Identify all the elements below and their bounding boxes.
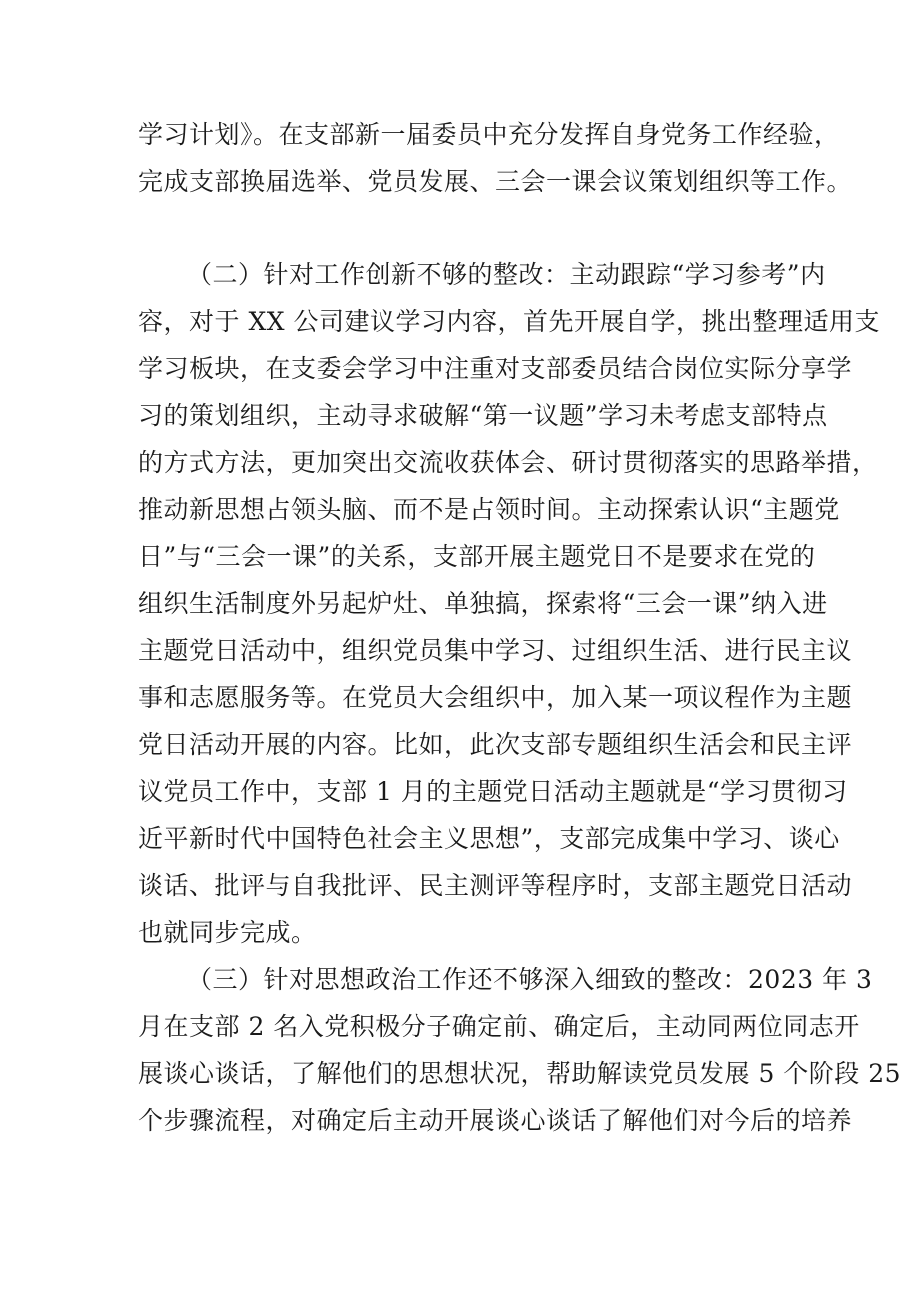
paragraph-2-first-line: （二）针对工作创新不够的整改：主动跟踪“学习参考”内 xyxy=(187,260,826,289)
text-line: 也就同步完成。 xyxy=(138,918,317,947)
text-line: 事和志愿服务等。在党员大会组织中，加入某一项议程作为主题 xyxy=(138,683,853,712)
text-line: 的方式方法，更加突出交流收获体会、研讨贯彻落实的思路举措， xyxy=(138,448,878,477)
text-line: 容，对于 XX 公司建议学习内容，首先开展自学，挑出整理适用支 xyxy=(138,307,880,336)
text-line: 谈话、批评与自我批评、民主测评等程序时，支部主题党日活动 xyxy=(138,871,853,900)
text-line: 完成支部换届选举、党员发展、三会一课会议策划组织等工作。 xyxy=(138,167,853,196)
text-line: 组织生活制度外另起炉灶、单独搞，探索将“三会一课”纳入进 xyxy=(138,589,828,618)
text-line: 学习计划》。在支部新一届委员中充分发挥自身党务工作经验， xyxy=(138,120,840,149)
text-line: 月在支部 2 名入党积极分子确定前、确定后，主动同两位同志开 xyxy=(138,1012,860,1041)
text-line: 议党员工作中，支部 1 月的主题党日活动主题就是“学习贯彻习 xyxy=(138,777,848,806)
text-line: 近平新时代中国特色社会主义思想”，支部完成集中学习、谈心 xyxy=(138,824,840,853)
text-line: 主题党日活动中，组织党员集中学习、过组织生活、进行民主议 xyxy=(138,636,853,665)
text-line: 展谈心谈话，了解他们的思想状况，帮助解读党员发展 5 个阶段 25 xyxy=(138,1059,902,1088)
text-line: 学习板块，在支委会学习中注重对支部委员结合岗位实际分享学 xyxy=(138,354,853,383)
text-line: 日”与“三会一课”的关系，支部开展主题党日不是要求在党的 xyxy=(138,542,816,571)
paragraph-3-first-line: （三）针对思想政治工作还不够深入细致的整改：2023 年 3 xyxy=(187,965,873,994)
text-line: 习的策划组织，主动寻求破解“第一议题”学习未考虑支部特点 xyxy=(138,401,828,430)
text-line: 推动新思想占领头脑、而不是占领时间。主动探索认识“主题党 xyxy=(138,495,840,524)
text-line: 个步骤流程，对确定后主动开展谈心谈话了解他们对今后的培养 xyxy=(138,1106,853,1135)
text-line: 党日活动开展的内容。比如，此次支部专题组织生活会和民主评 xyxy=(138,730,853,759)
